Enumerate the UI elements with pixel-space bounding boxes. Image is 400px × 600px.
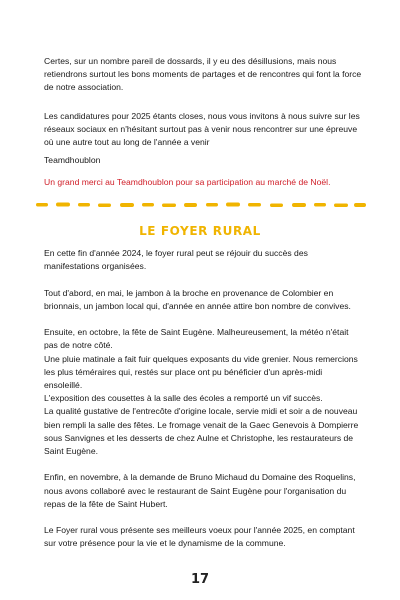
signature: Teamdhoublon <box>44 155 101 165</box>
intro-paragraph: Certes, sur un nombre pareil de dossards, il y eu des désillusions, mais nous retiendrons surtout les bons moments de partages et de rencontres qui font la force de notre association. <box>44 56 362 93</box>
body-paragraph: Une pluie matinale a fait fuir quelques exposants du vide grenier. Nous remercions les plus téméraires qui, restés sur place ont pu bénéficier d'un après-midi ensoleillé. <box>44 353 358 390</box>
body-paragraph: Enfin, en novembre, à la demande de Bruno Michaud du Domaine des Roquelins, nous avons collaboré avec le restaurant de Saint Eugène pour l'organisation du repas de la fête de Saint Hubert. <box>44 472 356 509</box>
thanks-note: Un grand merci au Teamdhoublon pour sa participation au marché de Noël. <box>44 177 331 187</box>
dashed-divider <box>36 201 366 209</box>
page-number: 17 <box>190 572 210 587</box>
intro-paragraph: Les candidatures pour 2025 étants closes, nous vous invitons à nous suivre sur les réseaux sociaux en n'hésitant surtout pas à venir nous rencontrer sur une épreuve où une autre tout au long de l'année a venir <box>44 111 360 148</box>
section-body <box>44 247 362 564</box>
body-paragraph: Ensuite, en octobre, la fête de Saint Eugène. Malheureusement, la météo n'était pas de notre côté. <box>44 327 349 351</box>
body-paragraph: La qualité gustative de l'entrecôte d'origine locale, servie midi et soir a de nouveau bien rempli la salle des fêtes. Le fromage venait de la Gaec Genevois à Dompierre sous Sanvignes et les desserts de chez Aulne et Christophe, les restaurateurs de Saint Eugène. <box>44 406 359 457</box>
body-paragraph: Tout d'abord, en mai, le jambon à la broche en provenance de Colombier en brionnais, un jambon local qui, d'année en année attire bon nombre de convives. <box>44 287 351 311</box>
body-paragraph: En cette fin d'année 2024, le foyer rural peut se réjouir du succès des manifestations organisées. <box>44 248 308 272</box>
body-paragraph: L'exposition des cousettes à la salle des écoles a remporté un vif succès. <box>44 393 323 404</box>
dashed-divider-icon <box>36 201 366 209</box>
section-title: LE FOYER RURAL <box>139 224 261 238</box>
body-paragraph: Le Foyer rural vous présente ses meilleurs voeux pour l'année 2025, en comptant sur votre présence pour la vie et le dynamisme de la commune. <box>44 525 355 549</box>
